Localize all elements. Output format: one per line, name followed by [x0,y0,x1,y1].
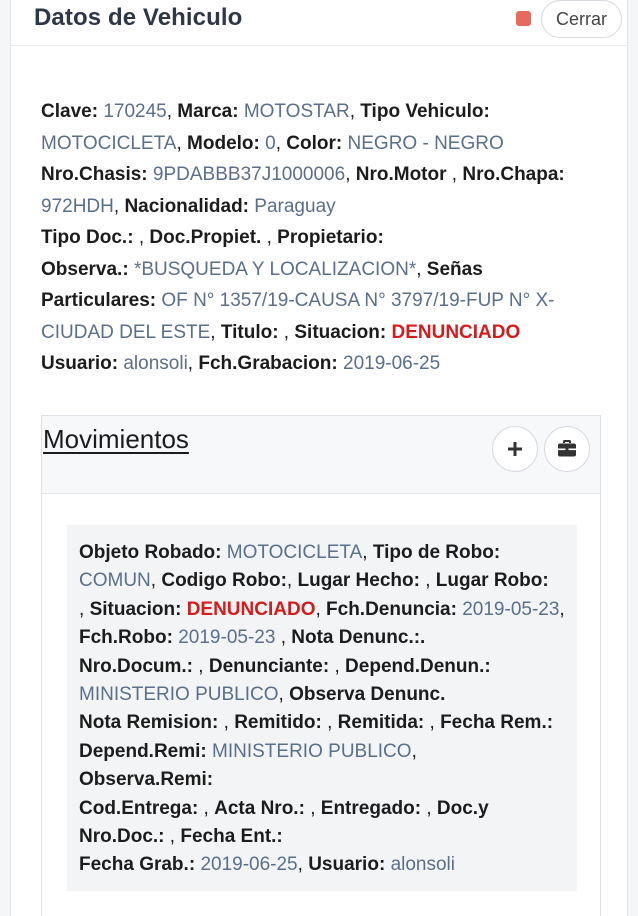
label-depend-remi: Depend.Remi: [79,740,207,762]
value-tipo-vehiculo: MOTOCICLETA [41,132,177,154]
label-titulo: Titulo: [220,321,279,343]
movimientos-panel [41,415,601,916]
movement-record [67,525,577,891]
label-fecha-ent: Fecha Ent.: [180,826,283,848]
label-modelo: Modelo: [187,132,260,154]
card-header [11,0,627,46]
movimientos-title: Movimientos [43,424,189,454]
label-fch-grabacion: Fch.Grabacion: [198,353,338,374]
label-objeto-robado: Objeto Robado: [79,542,222,563]
label-observa: Observa.: [41,258,129,280]
label-doc-propiet: Doc.Propiet. [149,227,262,248]
label-fch-robo: Fch.Robo: [79,627,173,649]
label-tipo-vehiculo: Tipo Vehiculo: [360,101,490,122]
label-nota-remision: Nota Remision: [79,712,219,734]
label-observa-remi: Observa.Remi: [79,769,214,791]
value-modelo: 0 [265,132,276,154]
label-lugar-hecho: Lugar Hecho: [297,570,420,592]
label-usuario: Usuario: [41,353,119,374]
value-nro-chapa: 972HDH [41,195,114,217]
value-fch-robo: 2019-05-23 [178,627,276,649]
label-acta-nro: Acta Nro.: [214,797,305,819]
label-marca: Marca: [177,101,239,122]
briefcase-icon [557,440,577,458]
label-nota-denunc: Nota Denunc.:. [291,627,426,649]
add-movement-button[interactable] [492,426,538,472]
value-depend-remi: MINISTERIO PUBLICO [212,740,412,762]
label-propietario: Propietario: [277,227,384,248]
label-denunciante: Denunciante: [208,655,330,677]
label-remitido: Remitido: [234,712,322,734]
label-fch-denuncia: Fch.Denuncia: [326,598,457,620]
label-nro-motor: Nro.Motor [355,164,447,185]
label-senas: Señas [426,258,483,280]
value-color: NEGRO - NEGRO [347,132,504,154]
value-nro-chasis: 9PDABBB37J1000006 [152,164,346,185]
label-remitida: Remitida: [337,712,425,734]
status-badge-movement: DENUNCIADO [186,598,316,620]
label-nro-chasis: Nro.Chasis: [41,164,148,185]
value-fecha-grab: 2019-06-25 [200,854,298,876]
movement-text: Objeto Robado: MOTOCICLETA, Tipo de Robo: COMUN, Codigo Robo:, Lugar Hecho: , Lugar Robo: , Situacion: DENUNCIADO, Fch.Denuncia: 2019-05-23, Fch.Robo: 2019-05-23 , Nota Denunc.:. Nro.Docum.: , Denunciante: , Depend.Denun.: MINISTERIO PUBLICO, Observa Denunc. Nota Remision: , Remitido: , Remitida: , Fecha Rem.: Depend.Remi: MINISTERIO PUBLICO, Observa.Remi: Cod.Entrega: , Acta Nro.: , Entregado: , Doc.y Nro.Doc.: , Fecha Ent.: Fecha Grab.: 2019-06-25, Usuario: alonsoli [79,542,565,876]
label-color: Color: [286,132,343,154]
label-usuario-mov: Usuario: [308,854,386,876]
label-situacion-mov: Situacion: [89,598,182,620]
plus-icon [507,441,523,457]
value-nacionalidad: Paraguay [254,195,336,217]
value-marca: MOTOSTAR [243,101,350,122]
value-observa: *BUSQUEDA Y LOCALIZACION* [133,258,417,280]
label-tipo-robo: Tipo de Robo: [372,542,501,563]
label-nro-docum: Nro.Docum.: [79,655,193,677]
label-cod-entrega: Cod.Entrega: [79,797,199,819]
label-fecha-rem: Fecha Rem.: [440,712,554,734]
label-nro-chapa: Nro.Chapa: [462,164,565,185]
value-senas-particulares: OF N° 1357/19-CAUSA N° 3797/19-FUP N° X-CIUDAD DEL ESTE [41,290,555,343]
value-clave: 170245 [103,101,167,122]
label-depend-denun: Depend.Denun.: [345,655,491,677]
value-usuario-mov: alonsoli [390,854,455,876]
label-situacion: Situacion: [294,321,387,343]
value-usuario: alonsoli [123,353,188,374]
label-nacionalidad: Nacionalidad: [124,195,250,217]
vehicle-details: Clave: 170245, Marca: MOTOSTAR, Tipo Vehiculo: MOTOCICLETA, Modelo: 0, Color: NEGRO - NEGRO Nro.Chasis: 9PDABBB37J1000006, Nro.Motor , Nro.Chapa: 972HDH, Nacionalidad: Paraguay Tipo Doc.: , Doc.Propiet. , Propietario: Observa.: *BUSQUEDA Y LOCALIZACION*, Señas Particulares: OF N° 1357/19-CAUSA N° 3797/19-FUP N° X-CIUDAD DEL ESTE, Titulo: , Situacion: DENUNCIADO Usuario: alonsoli, Fch.Grabacion: 2019-06-25 [41,101,565,374]
value-tipo-robo: COMUN [79,570,151,592]
movimientos-header [42,416,600,494]
label-entregado: Entregado: [320,797,422,819]
label-clave: Clave: [41,101,99,122]
label-observa-denunc: Observa Denunc. [289,684,446,706]
label-particulares: Particulares: [41,290,157,311]
status-badge: DENUNCIADO [391,321,521,343]
label-codigo-robo: Codigo Robo: [161,570,287,592]
vehicle-card [10,0,628,916]
label-tipo-doc: Tipo Doc.: [41,227,134,248]
close-button[interactable]: Cerrar [541,0,622,38]
label-lugar-robo: Lugar Robo: [435,570,549,592]
value-fch-grabacion: 2019-06-25 [343,353,441,374]
value-fch-denuncia: 2019-05-23 [462,598,560,620]
label-doc-y-nro: Doc.y Nro.Doc.: [79,797,489,848]
value-objeto-robado: MOTOCICLETA [226,542,363,563]
close-square-icon [516,11,531,26]
briefcase-button[interactable] [544,426,590,472]
page-title: Datos de Vehiculo [34,4,243,31]
label-fecha-grab: Fecha Grab.: [79,854,196,876]
value-depend-denun: MINISTERIO PUBLICO [79,684,279,706]
